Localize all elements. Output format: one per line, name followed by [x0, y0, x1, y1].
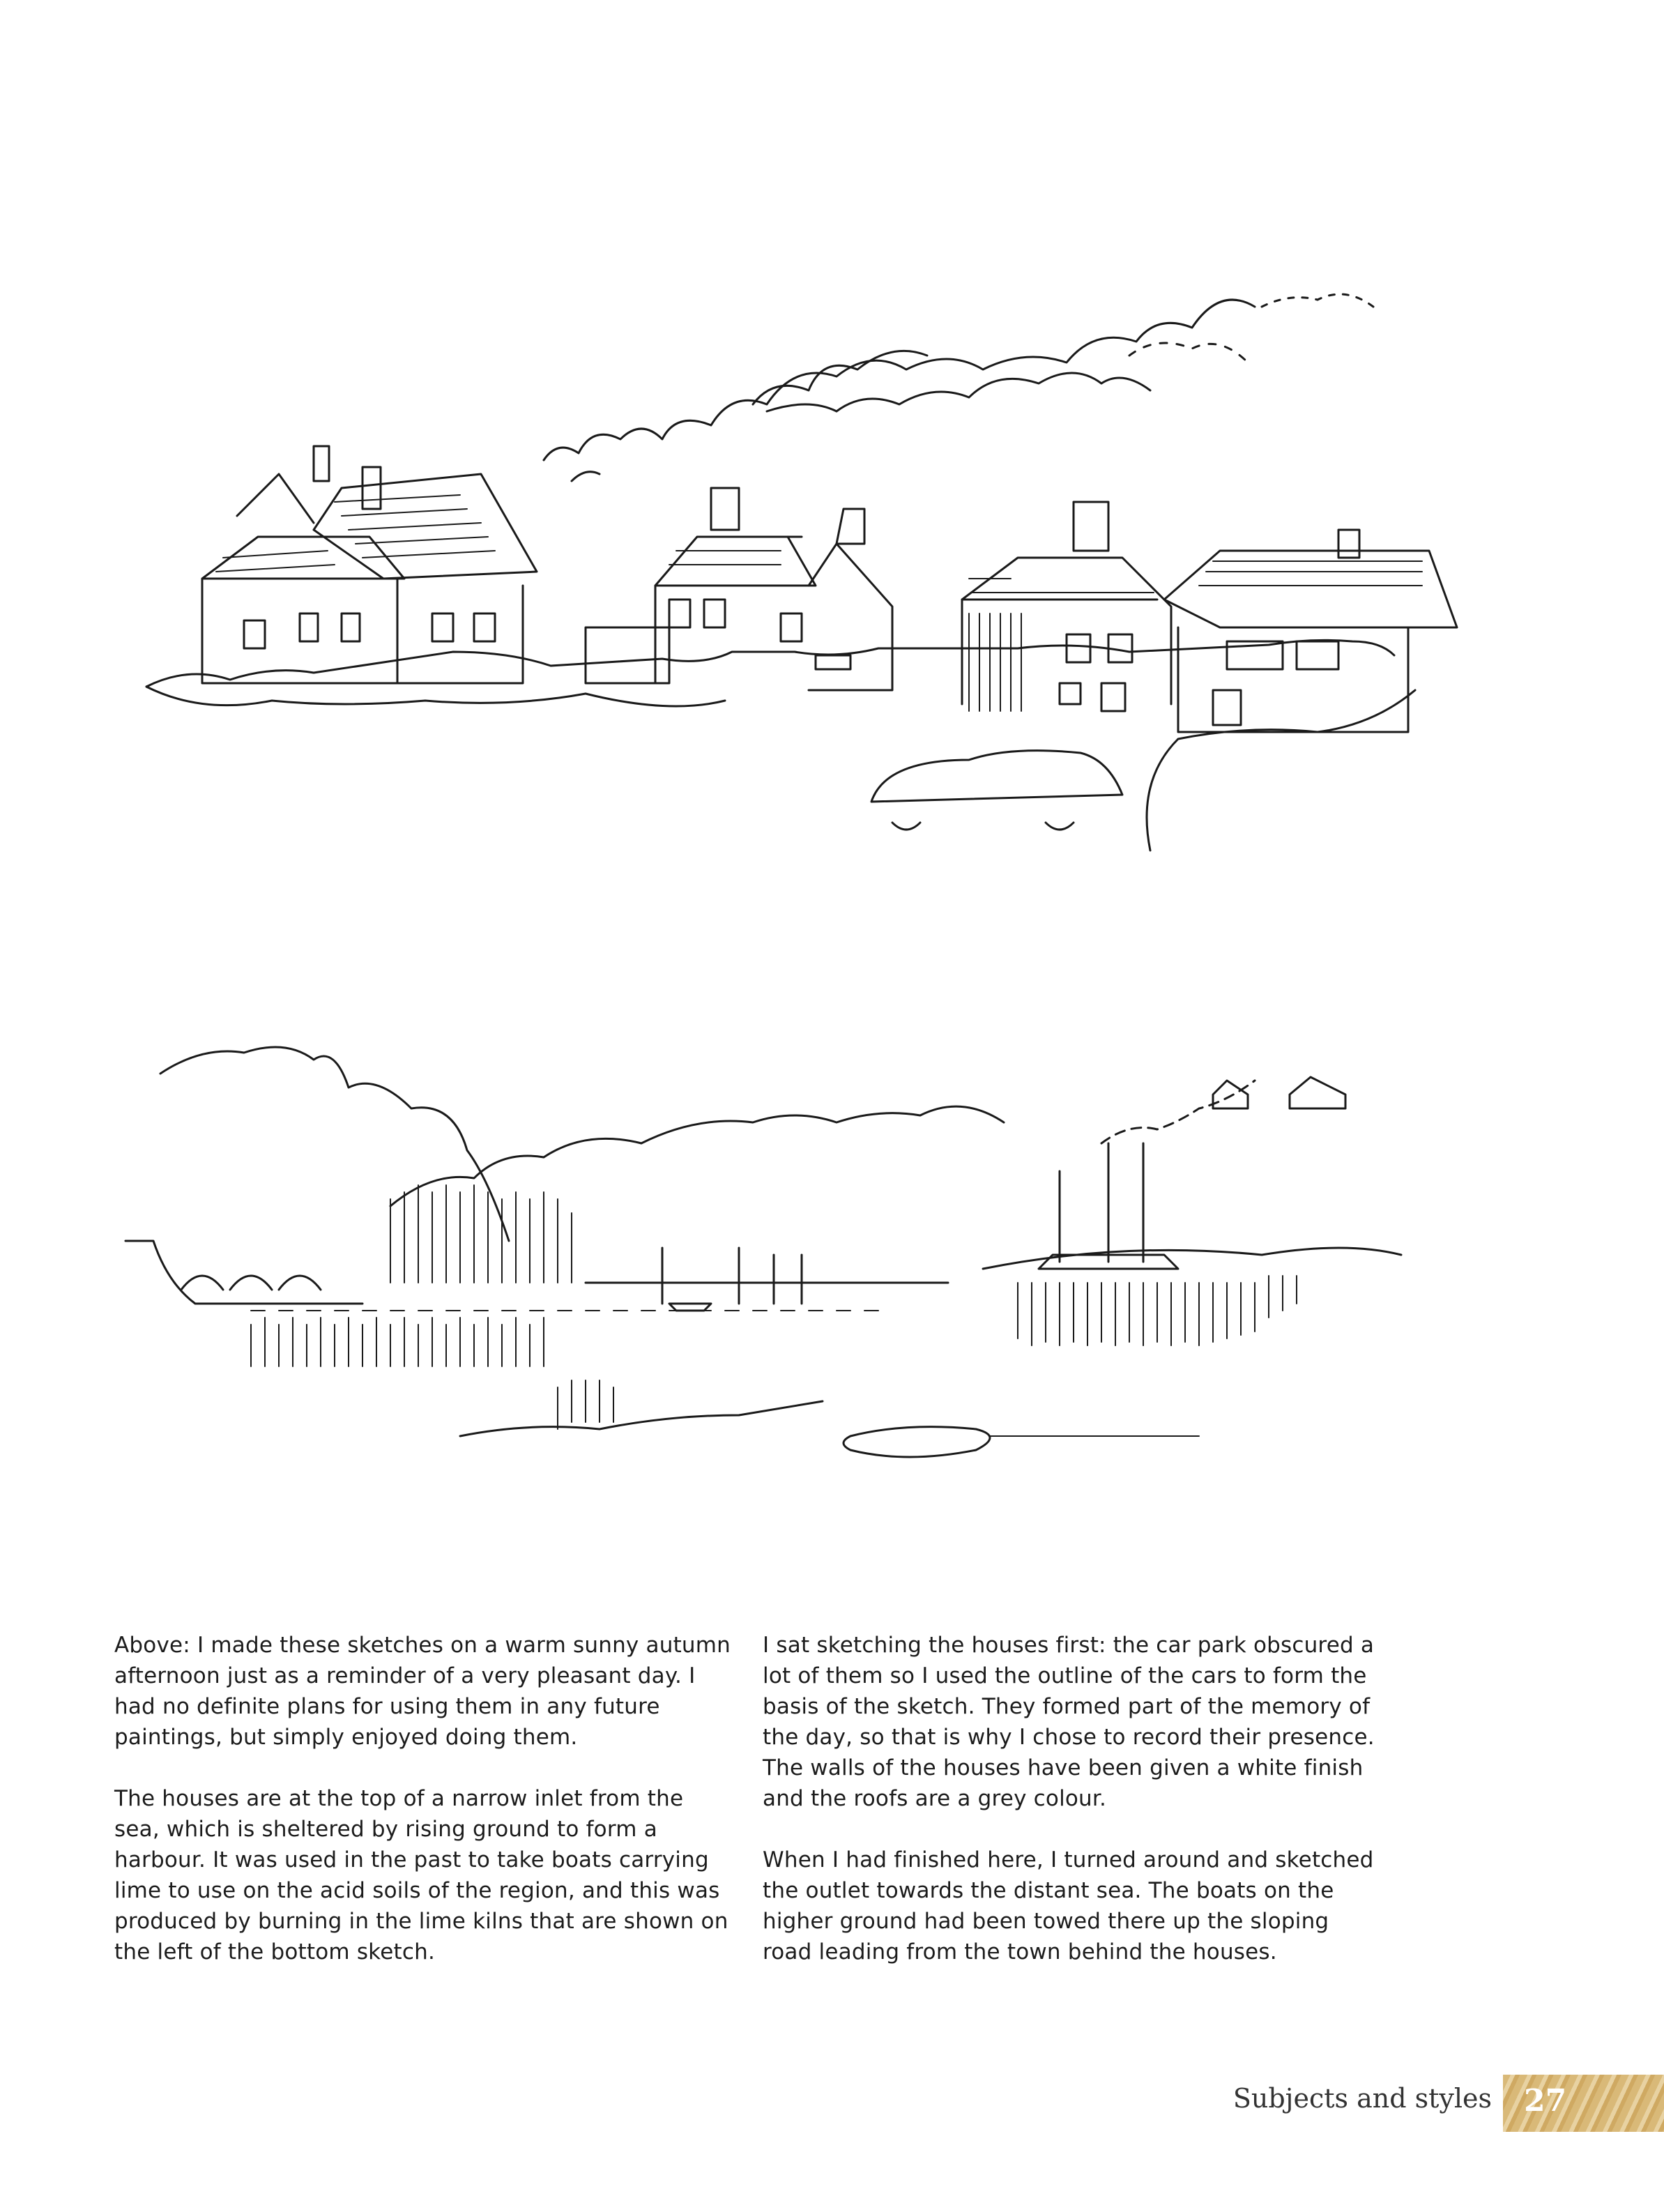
page-number: 27: [1524, 2083, 1567, 2119]
left-text-column: [114, 1630, 735, 1998]
body-paragraph: The houses are at the top of a narrow inlet from the sea, which is sheltered by rising ground to form a harbour. It was used in the past to take boats carrying lime to use on the acid soils of the region, and this was produced by burning in the lime kilns that are shown on the left of the bottom sketch.: [114, 1786, 728, 1965]
page-number-tab: [1503, 2075, 1664, 2132]
houses-sketch-illustration: [139, 98, 1464, 864]
body-paragraph: I sat sketching the houses first: the car park obscured a lot of them so I used the outline of the cars to form the basis of the sketch. They formed part of the memory of the day, so that is why I chose to record their presence. The walls of the houses have been given a white finish and the roofs are a grey colour.: [763, 1633, 1375, 1811]
section-title: Subjects and styles: [1232, 2083, 1492, 2114]
harbour-inlet-sketch-illustration: [112, 1004, 1436, 1492]
right-text-column: [763, 1630, 1383, 1998]
caption-paragraph: Above: I made these sketches on a warm sunny autumn afternoon just as a reminder of a very pleasant day. I had no definite plans for using them in any future paintings, but simply enjoyed doing them.: [114, 1633, 731, 1750]
body-paragraph: When I had finished here, I turned around and sketched the outlet towards the distant sea. The boats on the higher ground had been towed there up the sloping road leading from the town behind the houses.: [763, 1847, 1374, 1965]
